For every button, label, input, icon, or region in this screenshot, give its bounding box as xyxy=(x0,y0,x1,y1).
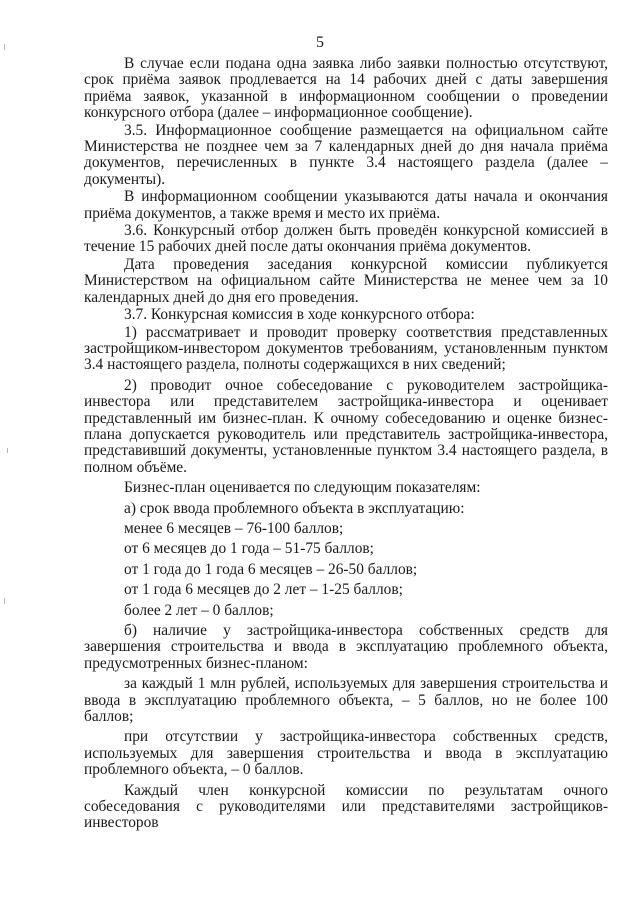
list-item-1: 1) рассматривает и проводит проверку соответствия представленных застройщиком-инвестором документов требованиям, установленным пунктом 3.4 настоящего раздела, полноты содержащихся в них сведений; xyxy=(84,323,608,374)
score-less-6-months: менее 6 месяцев – 76-100 баллов; xyxy=(124,519,344,537)
paragraph-3-6: 3.6. Конкурсный отбор должен быть проведён конкурсной комиссией в течение 15 рабочих дней после даты окончания приёма документов. xyxy=(84,222,608,256)
paragraph-criteria-intro: Бизнес-план оценивается по следующим показателям: xyxy=(124,479,481,497)
document-body xyxy=(84,56,608,833)
paragraph-message-contents: В информационном сообщении указываются даты начала и окончания приёма документов, а также время и место их приёма. xyxy=(84,188,608,222)
criterion-b: б) наличие у застройщика-инвестора собственных средств для завершения строительства и ввода в эксплуатацию проблемного объекта, предусмотренных бизнес-планом: xyxy=(84,622,608,672)
scan-edge-mark-bottom xyxy=(4,598,5,604)
scan-edge-mark-middle xyxy=(7,448,8,453)
score-no-own-funds: при отсутствии у застройщика-инвестора собственных средств, используемых для завершения строительства и ввода в эксплуатацию проблемного объекта, – 0 баллов. xyxy=(84,728,608,779)
criterion-a: а) срок ввода проблемного объекта в эксплуатацию: xyxy=(124,499,465,517)
paragraph-meeting-date: Дата проведения заседания конкурсной комиссии публикуется Министерством на официальном сайте Министерства не менее чем за 10 календарных дней до дня его проведения. xyxy=(84,255,608,306)
list-item-2: 2) проводит очное собеседование с руководителем застройщика-инвестора или представителем застройщика-инвестора и оценивает представленный им бизнес-план. К очному собеседованию и оценке бизнес-плана допускается руководитель или представитель застройщика-инвестора, представивший документы, установленные пунктом 3.4 настоящего раздела, в полном объёме. xyxy=(84,376,608,476)
paragraph-3-7: 3.7. Конкурсная комиссия в ходе конкурсного отбора: xyxy=(124,306,475,324)
paragraph-deadline-extension: В случае если подана одна заявка либо заявки полностью отсутствуют, срок приёма заявок продлевается на 14 рабочих дней с даты завершения приёма заявок, указанной в информационном сообщении о проведении конкурсного отбора (далее – информационное сообщение). xyxy=(84,55,608,122)
score-1-5-2-years: от 1 года 6 месяцев до 2 лет – 1-25 баллов; xyxy=(124,581,403,599)
paragraph-commission-member: Каждый член конкурсной комиссии по результатам очного собеседования с руководителями или представителями застройщиков-инвесторов xyxy=(84,781,608,832)
paragraph-3-5: 3.5. Информационное сообщение размещается на официальном сайте Министерства не позднее чем за 7 календарных дней до дня начала приёма документов, перечисленных в пункте 3.4 настоящего раздела (далее – документы). xyxy=(84,121,608,188)
score-6-months-1-year: от 6 месяцев до 1 года – 51-75 баллов; xyxy=(124,540,374,558)
score-more-2-years: более 2 лет – 0 баллов; xyxy=(124,601,274,619)
score-1-year-1-5-years: от 1 года до 1 года 6 месяцев – 26-50 баллов; xyxy=(124,560,418,578)
page-number: 5 xyxy=(316,34,324,51)
score-per-million: за каждый 1 млн рублей, используемых для завершения строительства и ввода в эксплуатацию проблемного объекта, – 5 баллов, но не более 100 баллов; xyxy=(84,675,608,726)
